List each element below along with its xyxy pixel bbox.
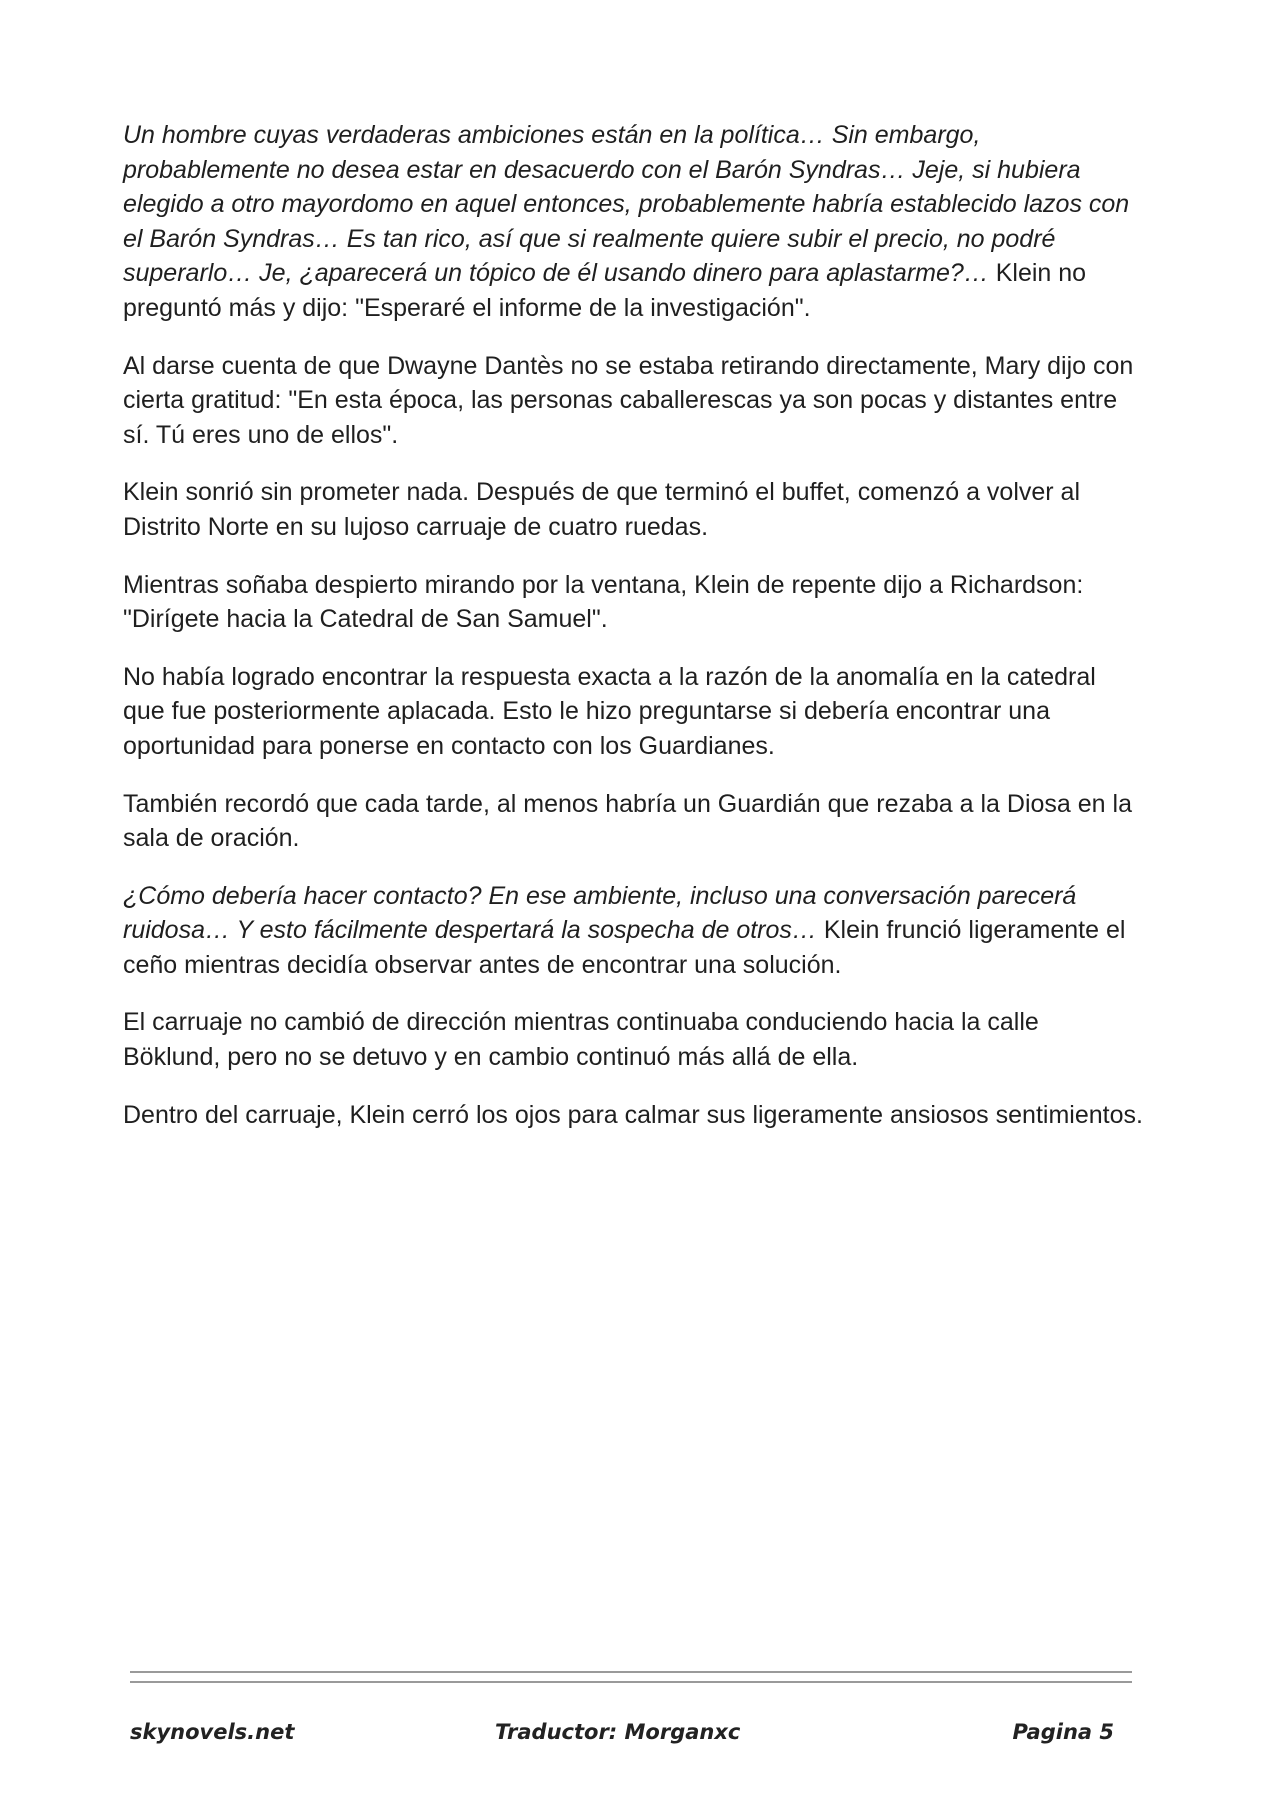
paragraph-1 xyxy=(123,118,1143,326)
body-text xyxy=(123,118,1143,1155)
paragraph-2-text: Al darse cuenta de que Dwayne Dantès no se estaba retirando directamente, Mary dijo con cierta gratitud: "En esta época, las personas caballerescas ya son pocas y distantes entre sí. Tú eres uno de ellos". xyxy=(123,351,1134,449)
paragraph-6 xyxy=(123,787,1143,856)
page-footer xyxy=(130,1712,1132,1752)
paragraph-7 xyxy=(123,879,1143,983)
footer-rule-top xyxy=(130,1671,1132,1673)
paragraph-7-italic: ¿Cómo debería hacer contacto? En ese ambiente, incluso una conversación parecerá ruidosa… Y esto fácilmente despertará la sospecha de otros… xyxy=(123,881,1077,945)
footer-rule-bottom xyxy=(130,1681,1132,1683)
paragraph-4 xyxy=(123,568,1143,637)
paragraph-4-text: Mientras soñaba despierto mirando por la ventana, Klein de repente dijo a Richardson: "Dirígete hacia la Catedral de San Samuel". xyxy=(123,570,1084,634)
footer-divider xyxy=(130,1671,1132,1691)
paragraph-9 xyxy=(123,1098,1143,1133)
paragraph-5-text: No había logrado encontrar la respuesta exacta a la razón de la anomalía en la catedral que fue posteriormente aplacada. Esto le hizo preguntarse si debería encontrar una oportunidad para ponerse en contacto con los Guardianes. xyxy=(123,662,1096,760)
footer-page-number: Pagina 5 xyxy=(1012,1720,1114,1744)
paragraph-6-text: También recordó que cada tarde, al menos habría un Guardián que rezaba a la Diosa en la sala de oración. xyxy=(123,789,1132,853)
paragraph-1-text: Klein no preguntó más y dijo: "Esperaré el informe de la investigación". xyxy=(123,259,1087,322)
footer-site: skynovels.net xyxy=(130,1720,295,1744)
paragraph-2 xyxy=(123,349,1143,453)
paragraph-3-text: Klein sonrió sin prometer nada. Después de que terminó el buffet, comenzó a volver al Distrito Norte en su lujoso carruaje de cuatro ruedas. xyxy=(123,478,1081,541)
paragraph-9-text: Dentro del carruaje, Klein cerró los ojos para calmar sus ligeramente ansiosos sentimientos. xyxy=(123,1100,1143,1129)
footer-translator: Traductor: Morganxc xyxy=(495,1720,741,1744)
paragraph-8-text: El carruaje no cambió de dirección mientras continuaba conduciendo hacia la calle Böklund, pero no se detuvo y en cambio continuó más allá de ella. xyxy=(123,1008,1039,1072)
paragraph-5 xyxy=(123,660,1143,764)
paragraph-7-text: Klein frunció ligeramente el ceño mientras decidía observar antes de encontrar una solución. xyxy=(123,916,1126,979)
paragraph-3 xyxy=(123,475,1143,544)
paragraph-8 xyxy=(123,1005,1143,1074)
paragraph-1-italic: Un hombre cuyas verdaderas ambiciones están en la política… Sin embargo, probablemente no desea estar en desacuerdo con el Barón Syndras… Jeje, si hubiera elegido a otro mayordomo en aquel entonces, probablemente habría establecido lazos con el Barón Syndras… Es tan rico, así que si realmente quiere subir el precio, no podré superarlo… Je, ¿aparecerá un tópico de él usando dinero para aplastarme?… xyxy=(123,121,1130,288)
